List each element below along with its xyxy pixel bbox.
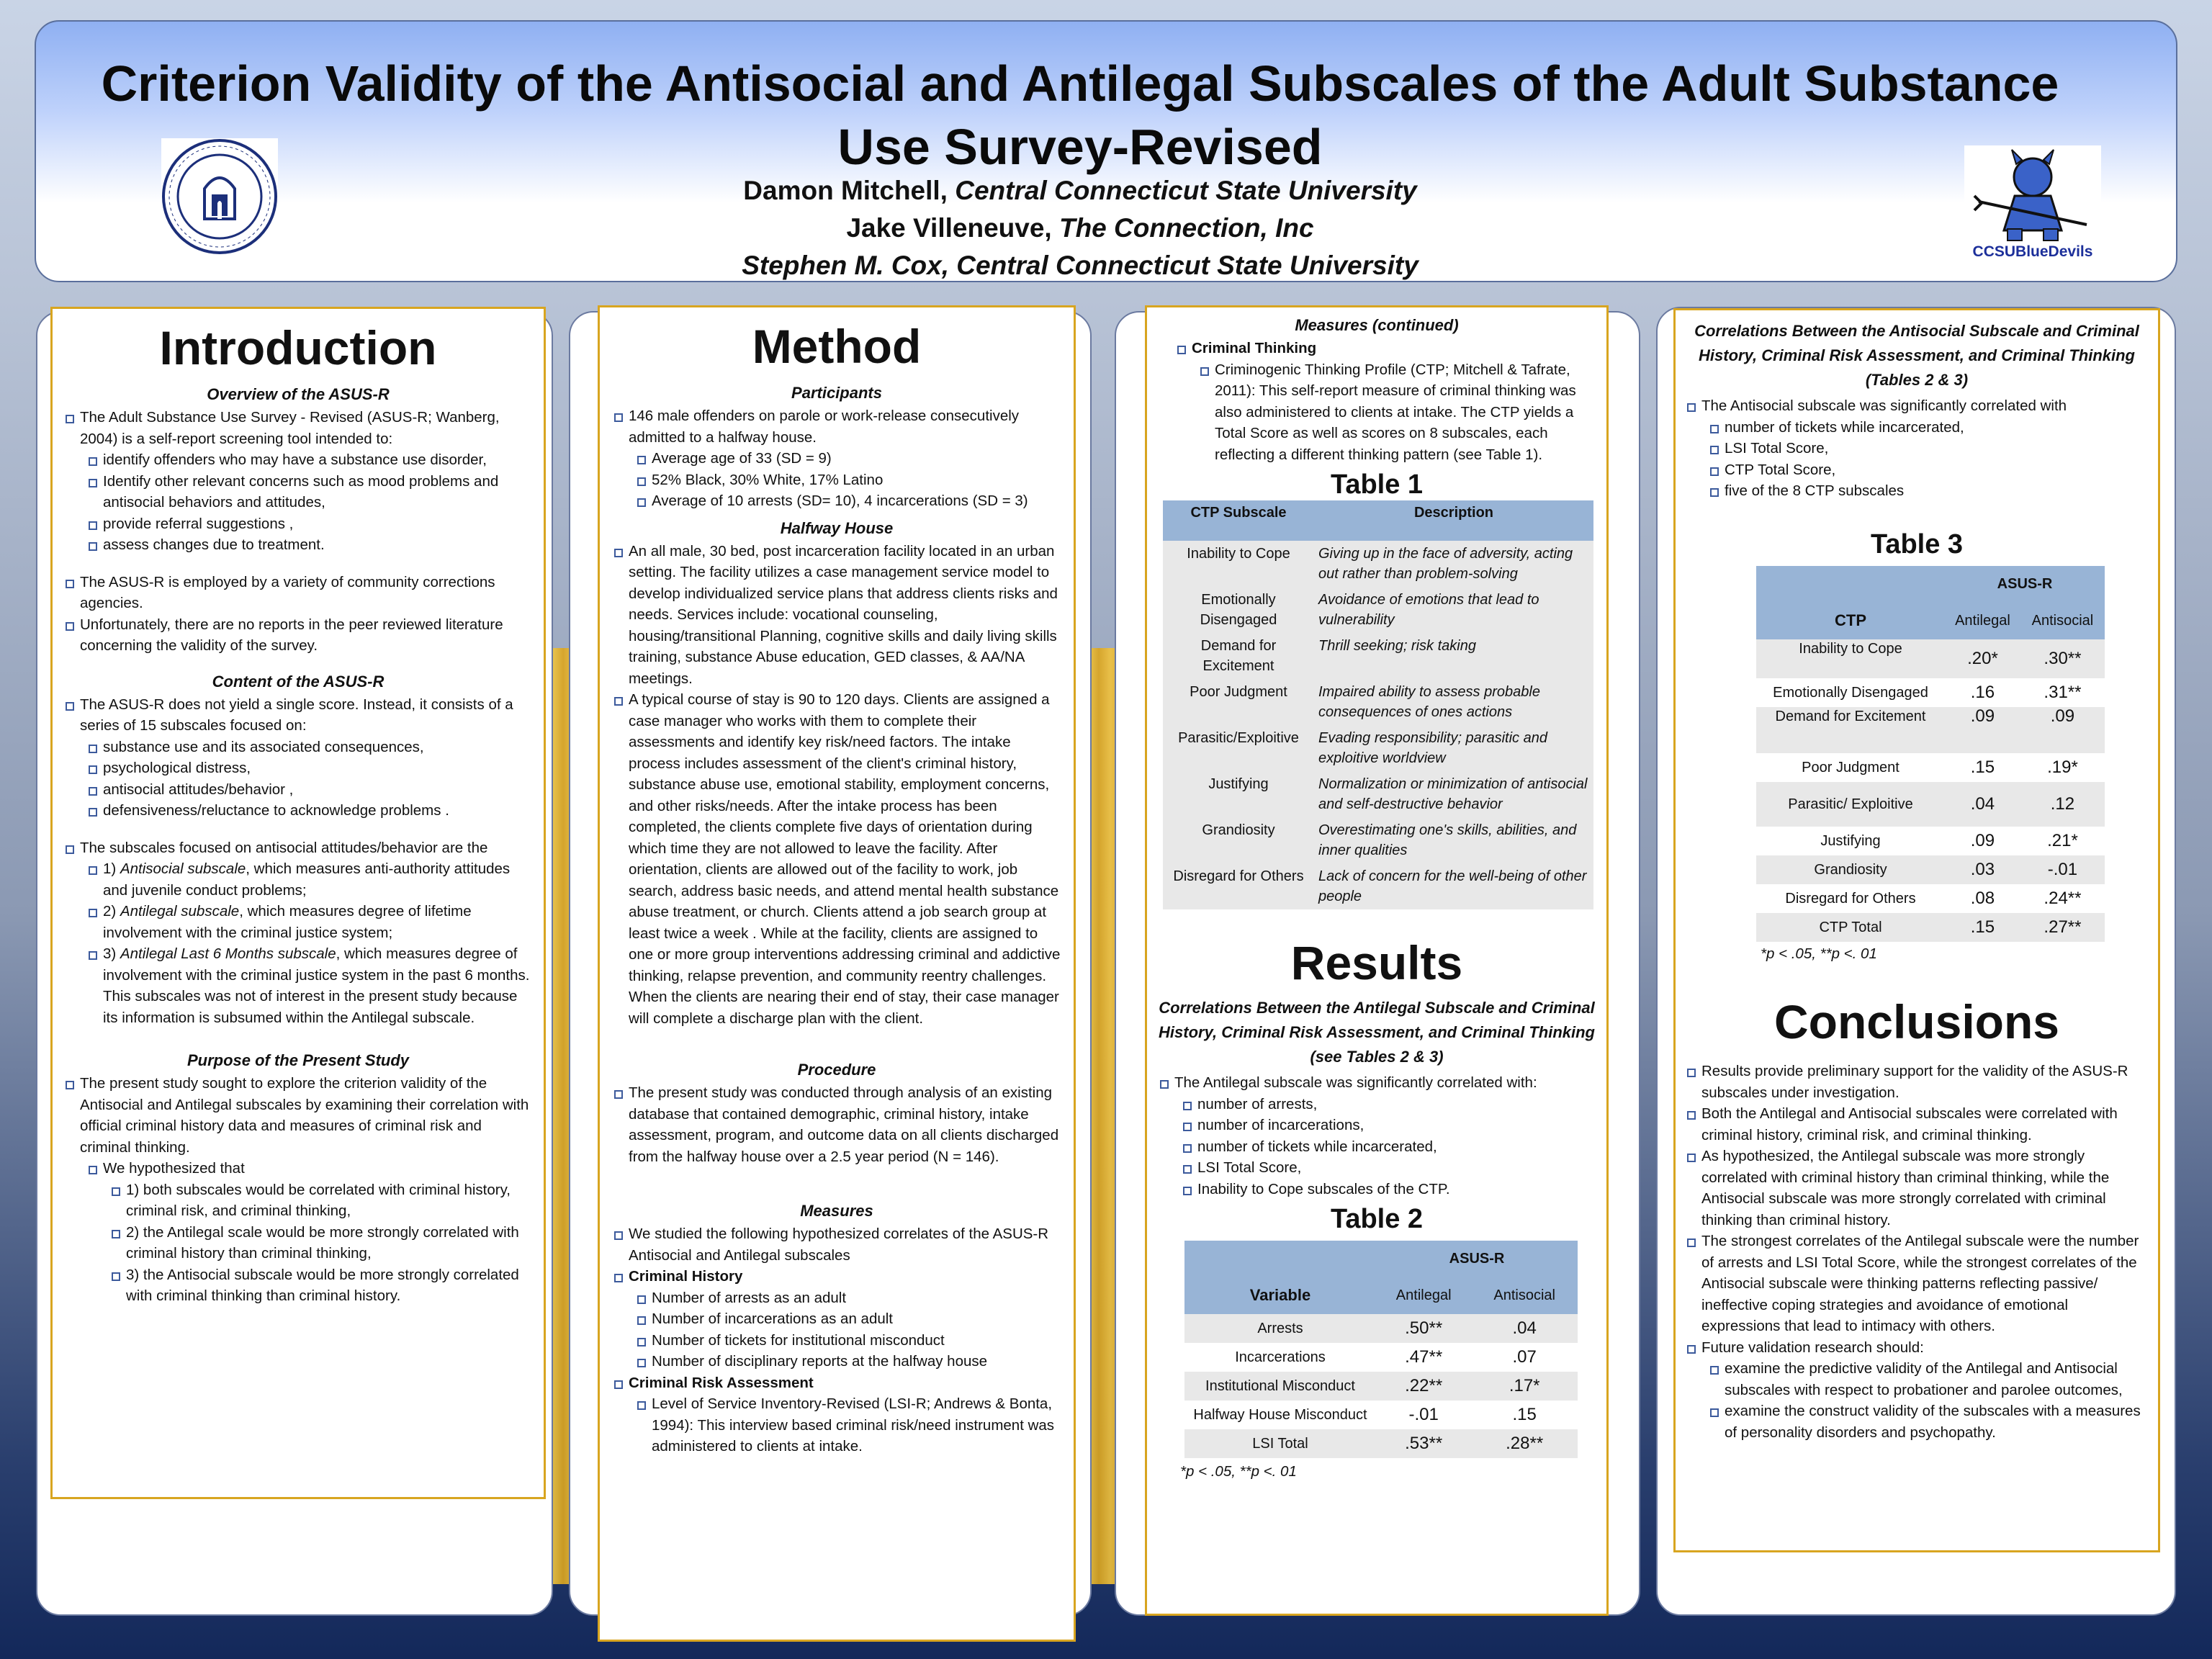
list-item: Identify other relevant concerns such as mood problems and antisocial behaviors and attitudes, <box>64 471 532 513</box>
list-item: identify offenders who may have a substance use disorder, <box>64 449 532 471</box>
intro-paragraph: The ASUS-R does not yield a single score. Instead, it consists of a series of 15 subscales focused on: <box>64 694 532 737</box>
procedure-subheading: Procedure <box>797 1061 876 1079</box>
list-item: psychological distress, <box>64 757 532 779</box>
author-affiliation: Central Connecticut State University <box>955 176 1417 205</box>
list-item: 2) the Antilegal scale would be more strongly correlated with criminal history than criminal thinking, <box>64 1222 532 1264</box>
conclusion-item: Future validation research should: <box>1686 1337 2148 1359</box>
table-row: Poor Judgment .15 .19* <box>1756 753 2105 782</box>
method-paragraph: We studied the following hypothesized correlates of the ASUS-R Antisocial and Antilegal subscales <box>613 1223 1061 1266</box>
list-item: five of the 8 CTP subscales <box>1686 480 2148 502</box>
method-heading: Method <box>752 320 922 373</box>
criminal-history-label: Criminal History <box>613 1266 1061 1287</box>
table-header: CTP Subscale <box>1163 500 1314 541</box>
blue-devils-wordmark: CCSUBlueDevils <box>1972 243 2093 260</box>
list-item: Average age of 33 (SD = 9) <box>613 448 1061 469</box>
table-3 <box>1756 566 2105 942</box>
conclusion-item: Results provide preliminary support for the validity of the ASUS-R subscales under investigation. <box>1686 1061 2148 1103</box>
intro-paragraph: The present study sought to explore the criterion validity of the Antisocial and Antilegal subscales by examining their correlation with official criminal history data and measures of criminal risk and criminal thinking. <box>64 1073 532 1158</box>
participants-subheading: Participants <box>791 384 882 402</box>
table-row: Halfway House Misconduct -.01 .15 <box>1184 1401 1578 1429</box>
table-row: Disregard for Others Lack of concern for the well-being of other people <box>1163 863 1593 909</box>
table-row: Institutional Misconduct .22** .17* <box>1184 1372 1578 1401</box>
list-item: Average of 10 arrests (SD= 10), 4 incarcerations (SD = 3) <box>613 490 1061 512</box>
table-group-header: ASUS-R <box>1945 566 2105 602</box>
intro-paragraph: Unfortunately, there are no reports in the peer reviewed literature concerning the validity of the survey. <box>64 614 532 657</box>
introduction-heading: Introduction <box>159 321 437 374</box>
method-paragraph: An all male, 30 bed, post incarceration facility located in an urban setting. The facility utilizes a case management service model to develop individualized service plans that address clients risks and needs. Services include: vocational counseling, housing/transitional Planning, cognitive skills and daily living skills training, substance Abuse education, GED classes, & AA/NA meetings. <box>613 541 1061 690</box>
table1-title: Table 1 <box>1330 469 1424 500</box>
table-row: Poor Judgment Impaired ability to assess probable consequences of ones actions <box>1163 679 1593 725</box>
list-item: 52% Black, 30% White, 17% Latino <box>613 469 1061 491</box>
list-item: 1) Antisocial subscale, which measures anti-authority attitudes and juvenile conduct problems; <box>64 858 532 901</box>
list-item: Number of arrests as an adult <box>613 1287 1061 1309</box>
author-name: Jake Villeneuve, <box>846 213 1052 243</box>
table-row: Emotionally Disengaged .16 .31** <box>1756 678 2105 707</box>
table-header: Variable <box>1184 1277 1376 1314</box>
list-item: assess changes due to treatment. <box>64 534 532 556</box>
poster-title: Criterion Validity of the Antisocial and Antilegal Subscales of the Adult Substance Use Survey-Revised <box>101 55 2059 175</box>
list-item: Number of disciplinary reports at the halfway house <box>613 1351 1061 1372</box>
table-row: LSI Total .53** .28** <box>1184 1429 1578 1458</box>
table-row: Incarcerations .47** .07 <box>1184 1343 1578 1372</box>
method-panel <box>598 305 1076 1642</box>
list-item: number of tickets while incarcerated, <box>1686 417 2148 439</box>
conclusion-item: Both the Antilegal and Antisocial subscales were correlated with criminal history, criminal risk, and criminal thinking. <box>1686 1103 2148 1146</box>
table-row: Parasitic/Exploitive Evading responsibility; parasitic and exploitive worldview <box>1163 725 1593 771</box>
list-item: Inability to Cope subscales of the CTP. <box>1159 1179 1595 1200</box>
method-paragraph: 146 male offenders on parole or work-release consecutively admitted to a halfway house. <box>613 405 1061 448</box>
results-heading: Results <box>1290 936 1463 989</box>
intro-paragraph: The Adult Substance Use Survey - Revised (ASUS-R; Wanberg, 2004) is a self-report screening tool intended to: <box>64 407 532 449</box>
table-row: CTP Total .15 .27** <box>1756 913 2105 942</box>
table-header: Description <box>1314 500 1593 541</box>
results-subheading: Correlations Between the Antilegal Subscale and Criminal History, Criminal Risk Assessment, and Criminal Thinking (see Tables 2 & 3) <box>1159 999 1595 1066</box>
table-header: Antisocial <box>1471 1277 1578 1314</box>
table-row: Grandiosity Overestimating one's skills, abilities, and inner qualities <box>1163 817 1593 863</box>
author-name: Damon Mitchell, <box>743 176 948 205</box>
list-item: antisocial attitudes/behavior , <box>64 779 532 801</box>
list-item: 3) Antilegal Last 6 Months subscale, which measures degree of involvement with the criminal justice system in the past 6 months. This subscales was not of interest in the present study because its information is subsumed within the Antilegal subscale. <box>64 943 532 1028</box>
list-item: number of incarcerations, <box>1159 1115 1595 1136</box>
results-paragraph: The Antisocial subscale was significantly correlated with <box>1686 395 2148 417</box>
list-item: 2) Antilegal subscale, which measures degree of lifetime involvement with the criminal justice system; <box>64 901 532 943</box>
table-header: Antilegal <box>1376 1277 1471 1314</box>
table-row: Inability to Cope Giving up in the face of adversity, acting out rather than problem-solving <box>1163 541 1593 587</box>
list-item: Number of incarcerations as an adult <box>613 1308 1061 1330</box>
conclusions-panel <box>1673 308 2160 1552</box>
table-row: Justifying .09 .21* <box>1756 827 2105 855</box>
table-row: Emotionally Disengaged Avoidance of emotions that lead to vulnerability <box>1163 587 1593 633</box>
list-item: provide referral suggestions , <box>64 513 532 535</box>
table2-note: *p < .05, **p <. 01 <box>1180 1463 1297 1480</box>
table3-note: *p < .05, **p <. 01 <box>1761 945 1877 962</box>
conclusion-item: As hypothesized, the Antilegal subscale was more strongly correlated with criminal history than criminal thinking, while the Antisocial subscale was more strongly correlated with criminal thinking than criminal history. <box>1686 1146 2148 1231</box>
table-group-header: ASUS-R <box>1376 1241 1578 1277</box>
results-paragraph: The Antilegal subscale was significantly correlated with: <box>1159 1072 1595 1094</box>
table-row: Parasitic/ Exploitive .04 .12 <box>1756 782 2105 827</box>
method-paragraph: A typical course of stay is 90 to 120 days. Clients are assigned a case manager who works with them to complete their assessments and identify key risk/need factors. The intake process includes assessment of the client's criminal history, substance abuse use, emotional stability, employment concerns, and other risks/needs. After the intake process has been completed, the clients complete five days of orientation during which time they are not allowed to leave the facility. After orientation, clients are allowed out of the facility to work, job search, address basic needs, and attend mental health substance abuse treatment, or church. Clients attend a job search group at least twice a week . While at the facility, clients are assigned to one or more group interventions addressing criminal and addictive thinking, relapse prevention, and community reentry challenges. When the clients are nearing their end of stay, their case manager will complete a discharge plan with the client. <box>613 689 1061 1029</box>
table-row: Inability to Cope .20* .30** <box>1756 639 2105 678</box>
table3-title: Table 3 <box>1870 529 1964 559</box>
criminal-risk-label: Criminal Risk Assessment <box>613 1372 1061 1394</box>
list-item: CTP Total Score, <box>1686 459 2148 481</box>
intro-paragraph: The ASUS-R is employed by a variety of community corrections agencies. <box>64 572 532 614</box>
table-row: Demand for Excitement Thrill seeking; risk taking <box>1163 633 1593 679</box>
table-row: Arrests .50** .04 <box>1184 1314 1578 1343</box>
author-line-3 <box>216 251 1944 281</box>
list-item: number of arrests, <box>1159 1094 1595 1115</box>
measures-subheading: Measures <box>800 1202 873 1220</box>
content-subheading: Content of the ASUS-R <box>212 672 385 691</box>
measures-continued-subheading: Measures (continued) <box>1295 316 1459 334</box>
list-item: defensiveness/reluctance to acknowledge problems . <box>64 800 532 822</box>
table-header: Antisocial <box>2020 602 2105 639</box>
table-row: Demand for Excitement .09 .09 <box>1756 707 2105 753</box>
antisocial-correlations-subheading: Correlations Between the Antisocial Subscale and Criminal History, Criminal Risk Assessment, and Criminal Thinking (Tables 2 & 3) <box>1694 322 2139 389</box>
list-item: LSI Total Score, <box>1159 1157 1595 1179</box>
table-2 <box>1184 1241 1578 1458</box>
introduction-panel <box>50 307 546 1499</box>
list-item: Number of tickets for institutional misconduct <box>613 1330 1061 1352</box>
table2-title: Table 2 <box>1330 1204 1424 1234</box>
criminal-thinking-label: Criminal Thinking <box>1176 338 1595 359</box>
intro-paragraph: The subscales focused on antisocial attitudes/behavior are the <box>64 837 532 859</box>
list-item: Level of Service Inventory-Revised (LSI-R; Andrews & Bonta, 1994): This interview based criminal risk/need instrument was administered to clients at intake. <box>613 1393 1061 1457</box>
conclusion-item: The strongest correlates of the Antilegal subscale were the number of arrests and LSI Total Score, while the strongest correlates of the Antisocial subscale were thinking patterns reflecting passive/ ineffective coping strategies and avoidance of emotional expressions that lead to intimacy with others. <box>1686 1231 2148 1337</box>
table-row: Grandiosity .03 -.01 <box>1756 855 2105 884</box>
method-paragraph: The present study was conducted through analysis of an existing database that contained demographic, criminal history, intake assessment, program, and outcome data on all clients discharged from the halfway house over a 2.5 year period (N = 146). <box>613 1082 1061 1167</box>
list-item: 1) both subscales would be correlated with criminal history, criminal risk, and criminal thinking, <box>64 1179 532 1222</box>
results-panel <box>1145 305 1609 1616</box>
list-item: substance use and its associated consequences, <box>64 737 532 758</box>
halfway-house-subheading: Halfway House <box>780 518 894 537</box>
overview-subheading: Overview of the ASUS-R <box>207 385 390 403</box>
table-1 <box>1163 500 1593 909</box>
table-row: Disregard for Others .08 .24** <box>1756 884 2105 913</box>
list-item: number of tickets while incarcerated, <box>1159 1136 1595 1158</box>
list-item: We hypothesized that <box>64 1158 532 1179</box>
table-header: Antilegal <box>1945 602 2020 639</box>
conclusions-heading: Conclusions <box>1773 995 2060 1048</box>
list-item: 3) the Antisocial subscale would be more strongly correlated with criminal thinking than criminal history. <box>64 1264 532 1307</box>
list-item: LSI Total Score, <box>1686 438 2148 459</box>
author-name: Stephen M. Cox, Central Connecticut State University <box>742 251 1419 280</box>
list-item: Criminogenic Thinking Profile (CTP; Mitchell & Tafrate, 2011): This self-report measure of criminal thinking was also administered to clients at intake. The CTP yields a Total Score as well as scores on 8 subscales, each reflecting a different thinking pattern (see Table 1). <box>1176 359 1595 466</box>
author-line-2 <box>216 213 1944 243</box>
table-row: Justifying Normalization or minimization of antisocial and self-destructive behavior <box>1163 771 1593 817</box>
list-item: examine the construct validity of the subscales with a measures of personality disorders and psychopathy. <box>1686 1401 2148 1443</box>
purpose-subheading: Purpose of the Present Study <box>186 1051 410 1069</box>
list-item: examine the predictive validity of the Antilegal and Antisocial subscales with respect to probationer and parolee outcomes, <box>1686 1358 2148 1401</box>
author-line-1 <box>216 176 1944 206</box>
author-affiliation: The Connection, Inc <box>1058 213 1314 243</box>
table-header: CTP <box>1756 602 1945 639</box>
